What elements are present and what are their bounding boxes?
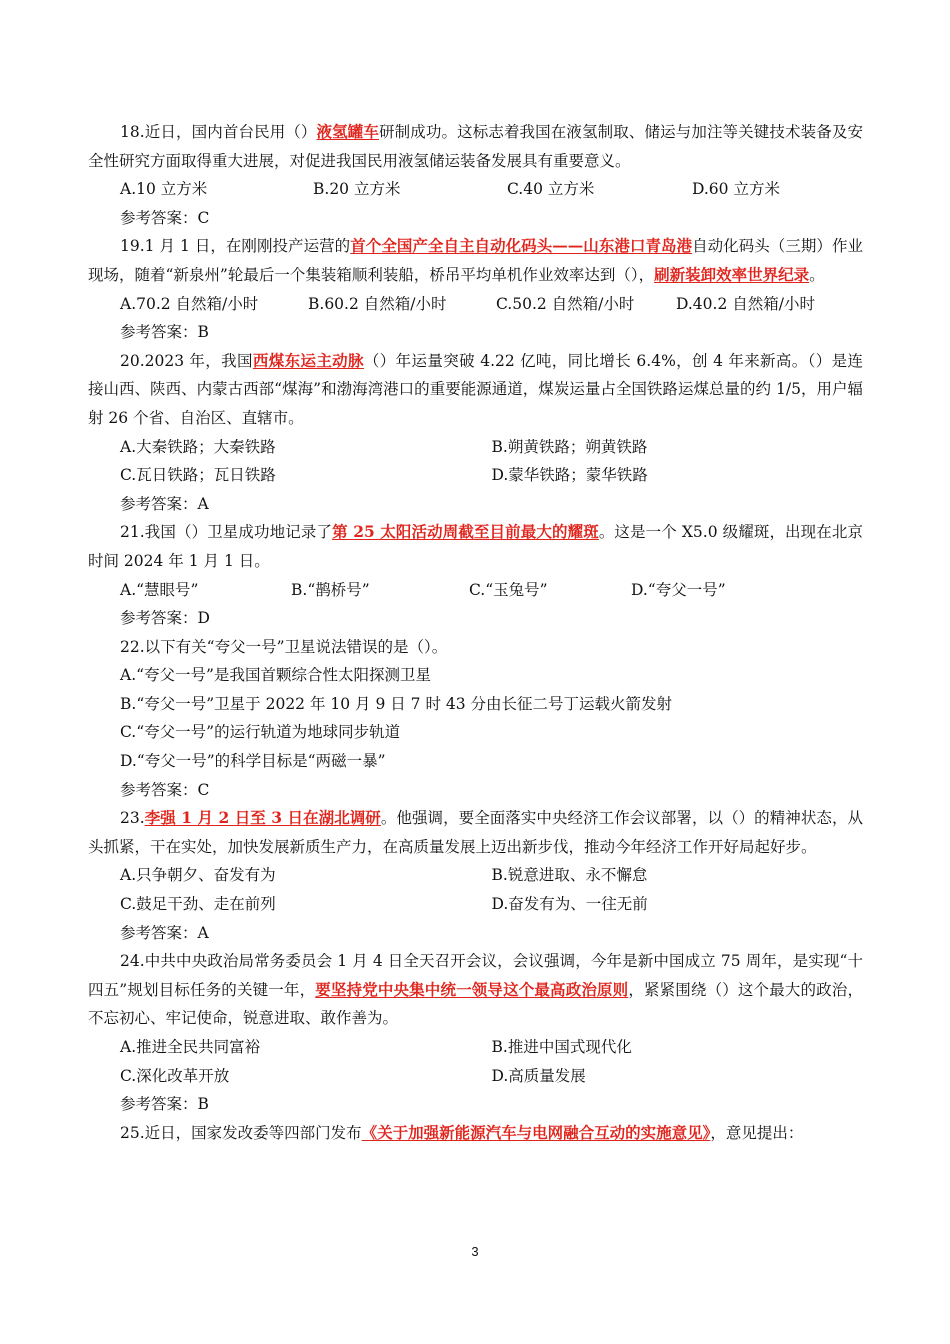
options-row (88, 175, 863, 204)
question-20 (88, 347, 863, 519)
page-number: 3 (471, 1244, 479, 1259)
option-a: A.70.2 自然箱/小时 (120, 294, 259, 313)
highlight-term: 第 25 太阳活动周截至目前最大的耀斑 (332, 522, 599, 542)
stem-text: 研制成功。这标志着我国在液氢制取、储运与加注等关键技术装备及安全性研究方面取得重大进展，对促进我国民用液氢储运装备发展具有重要意义。 (88, 123, 863, 170)
question-stem (88, 232, 863, 289)
option-c: C.50.2 自然箱/小时 (496, 294, 635, 313)
stem-text: ，意见提出： (710, 1123, 804, 1142)
highlight-term: 刷新装卸效率世界纪录 (654, 264, 810, 284)
stem-text: 。这是一个 X5.0 级耀斑，出现在北京时间 2024 年 1 月 1 日。 (88, 523, 863, 570)
option-b: B.推进中国式现代化 (491, 1038, 632, 1056)
answer-line: 参考答案：C (120, 780, 210, 799)
stem-text: 21.我国（）卫星成功地记录了 (120, 523, 333, 542)
stem-text: 19.1 月 1 日，在刚刚投产运营的 (120, 237, 351, 256)
question-21 (88, 518, 863, 632)
question-stem (88, 947, 863, 1033)
stem-text: ，紧紧围绕（）这个最大的政治，不忘初心、牢记使命，锐意进取、敢作善为。 (88, 980, 863, 1028)
answer-line: 参考答案：A (120, 494, 209, 513)
highlight-term: 西煤东运主动脉 (252, 350, 364, 370)
option-b: B.20 立方米 (313, 180, 401, 199)
stem-text: 23. (120, 809, 145, 828)
option-a: A.只争朝夕、奋发有为 (120, 866, 276, 885)
stem-text: 24.中共中央政治局常务委员会 1 月 4 日全天召开会议，会议强调，今年是新中国成立 75 周年，是实现“十四五”规划目标任务的关键一年， (88, 952, 863, 999)
stem-text: 25.近日，国家发改委等四部门发布 (120, 1123, 362, 1142)
question-stem (88, 1119, 863, 1148)
option-c: C.鼓足干劲、走在前列 (120, 895, 276, 914)
question-22 (88, 633, 863, 805)
stem-text: 自动化码头（三期）作业现场，随着“新泉州”轮最后一个集装箱顺利装船，桥吊平均单机作业效率达到（）， (88, 237, 863, 284)
question-stem (88, 804, 863, 861)
options-row (88, 1062, 863, 1091)
option-d: D.“夸父一号” (631, 580, 726, 599)
highlight-term: 李强 1 月 2 日至 3 日在湖北调研 (144, 808, 381, 828)
question-stem (88, 347, 863, 433)
answer-line: 参考答案：A (120, 923, 209, 942)
answer-line: 参考答案：B (120, 323, 209, 342)
highlight-term: 《关于加强新能源汽车与电网融合互动的实施意见》 (361, 1122, 711, 1142)
question-stem (88, 633, 863, 662)
option-b: B.“鹊桥号” (291, 580, 370, 599)
stem-text: 22.以下有关“夸父一号”卫星说法错误的是（）。 (120, 637, 448, 656)
option-d: D.“夸父一号”的科学目标是“两磁一暴” (120, 752, 386, 771)
option-a: A.“慧眼号” (120, 580, 199, 599)
option-d: D.蒙华铁路；蒙华铁路 (491, 466, 648, 485)
option-a: A.10 立方米 (120, 180, 208, 199)
option-d: D.40.2 自然箱/小时 (676, 294, 815, 313)
stem-text: （）年运量突破 4.22 亿吨，同比增长 6.4%，创 4 年来新高。（）是连接山西、陕西、内蒙古西部“煤海”和渤海湾港口的重要能源通道，煤炭运量占全国铁路运煤总量的约 1/5，用户辐射 26 个省、自治区、直辖市。 (88, 351, 863, 427)
question-23 (88, 804, 863, 947)
option-c: C.“夸父一号”的运行轨道为地球同步轨道 (120, 723, 401, 742)
answer-line: 参考答案：C (120, 208, 210, 227)
options-row (88, 461, 863, 490)
option-c: C.瓦日铁路；瓦日铁路 (120, 466, 276, 485)
options-row (88, 861, 863, 890)
question-stem (88, 518, 863, 575)
highlight-term: 液氢罐车 (316, 122, 380, 141)
options-row (88, 890, 863, 919)
option-d: D.60 立方米 (692, 180, 780, 199)
option-b: B.朔黄铁路；朔黄铁路 (491, 437, 648, 456)
answer-line: 参考答案：D (120, 609, 210, 628)
option-c: C.“玉兔号” (469, 580, 548, 599)
document-page (88, 118, 863, 1147)
question-25 (88, 1119, 863, 1148)
options-row (88, 433, 863, 462)
option-b: B.锐意进取、永不懈怠 (491, 866, 648, 885)
stem-text: 20.2023 年，我国 (120, 351, 253, 370)
stem-text: 18.近日，国内首台民用（） (120, 123, 317, 141)
option-b: B.“夸父一号”卫星于 2022 年 10 月 9 日 7 时 43 分由长征二号丁运载火箭发射 (120, 694, 673, 713)
option-c: C.40 立方米 (507, 180, 595, 199)
options-row (88, 576, 863, 605)
answer-line: 参考答案：B (120, 1095, 209, 1114)
highlight-term: 首个全国产全自主自动化码头——山东港口青岛港 (350, 236, 693, 256)
question-24 (88, 947, 863, 1119)
option-c: C.深化改革开放 (120, 1066, 230, 1085)
question-stem (88, 118, 863, 175)
stem-text: 。 (809, 265, 825, 284)
option-a: A.推进全民共同富裕 (120, 1038, 261, 1056)
option-d: D.奋发有为、一往无前 (491, 895, 648, 914)
options-row (88, 1033, 863, 1062)
highlight-term: 要坚持党中央集中统一领导这个最高政治原则 (315, 979, 629, 999)
option-a: A.“夸父一号”是我国首颗综合性太阳探测卫星 (120, 666, 431, 685)
option-a: A.大秦铁路；大秦铁路 (120, 437, 276, 456)
options-row (88, 290, 863, 319)
question-19 (88, 232, 863, 346)
option-d: D.高质量发展 (491, 1066, 586, 1085)
question-18 (88, 118, 863, 232)
option-b: B.60.2 自然箱/小时 (308, 294, 447, 313)
stem-text: 。他强调，要全面落实中央经济工作会议部署，以（）的精神状态，从头抓紧，干在实处，加快发展新质生产力，在高质量发展上迈出新步伐，推动今年经济工作开好局起好步。 (88, 809, 863, 856)
